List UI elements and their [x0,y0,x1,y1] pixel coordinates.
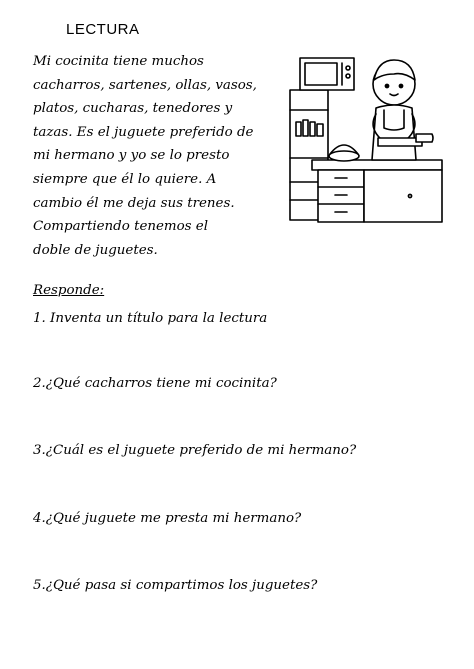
question-5: 5.¿Qué pasa si compartimos los juguetes? [33,578,318,593]
responde-heading: Responde: [33,283,105,298]
reading-line: tazas. Es el juguete preferido de [33,124,254,140]
reading-line: Compartiendo tenemos el [33,219,209,235]
reading-line: cambio él me deja sus trenes. [33,195,235,211]
reading-passage [33,50,283,262]
kitchen-illustration [286,48,448,228]
reading-line: cacharros, sartenes, ollas, vasos, [33,77,257,93]
reading-line: Mi cocinita tiene muchos [33,54,204,69]
reading-line: mi hermano y yo se lo presto [33,148,230,164]
question-3: 3.¿Cuál es el juguete preferido de mi hermano? [33,443,357,458]
question-2: 2.¿Qué cacharros tiene mi cocinita? [33,376,277,391]
reading-line: siempre que él lo quiere. A [33,171,217,187]
question-1: 1. Inventa un título para la lectura [33,311,268,326]
reading-line: doble de juguetes. [33,242,158,258]
reading-line: platos, cucharas, tenedores y [33,101,233,117]
question-4: 4.¿Qué juguete me presta mi hermano? [33,511,302,526]
page-title: LECTURA [66,21,140,38]
